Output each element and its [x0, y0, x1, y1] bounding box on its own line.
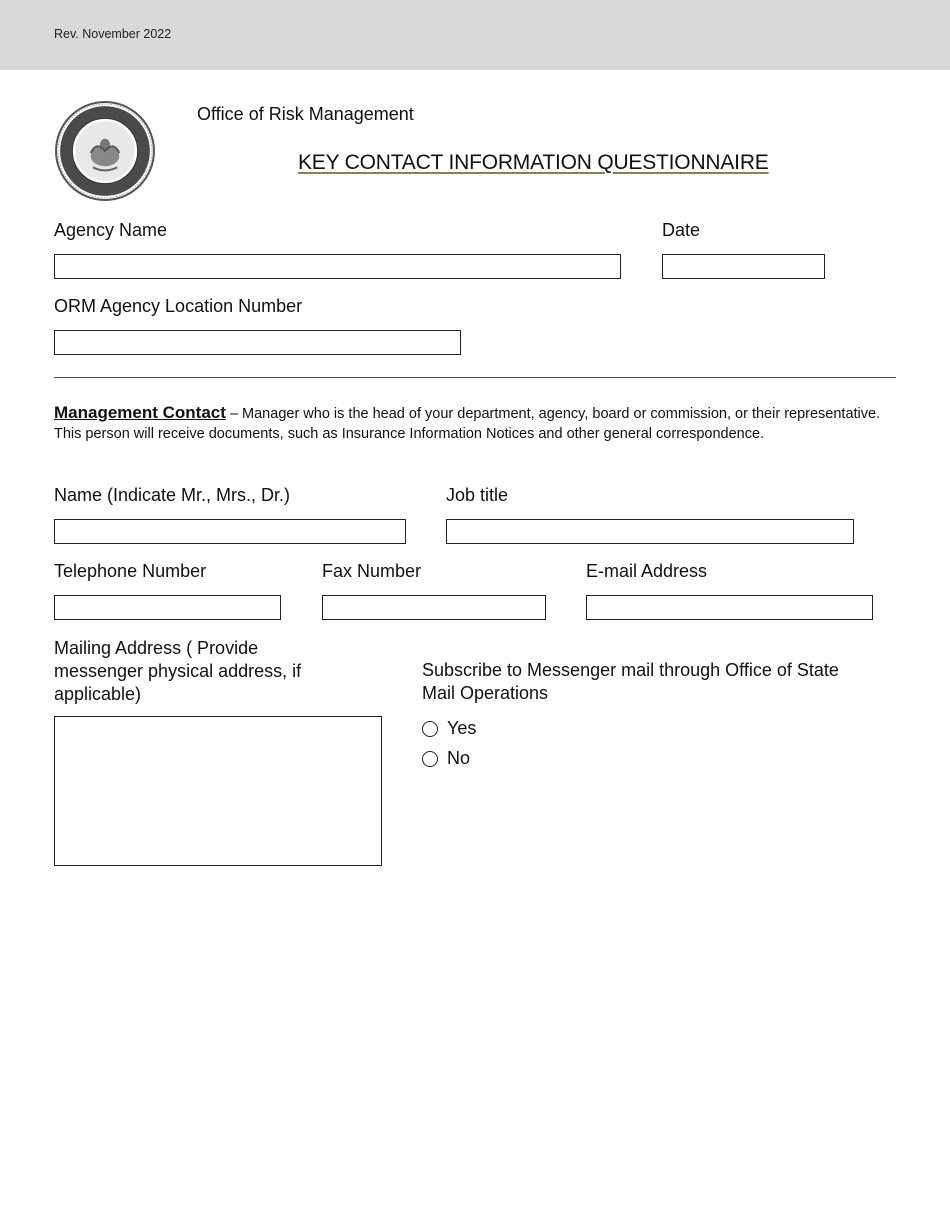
name-input[interactable] [54, 519, 406, 544]
location-number-input[interactable] [54, 330, 461, 355]
telephone-input[interactable] [54, 595, 281, 620]
management-contact-heading: Management Contact [54, 403, 226, 422]
date-label: Date [662, 220, 701, 240]
email-label: E-mail Address [586, 561, 708, 581]
organization-name: Office of Risk Management [197, 104, 414, 124]
mailing-address-label [54, 637, 301, 706]
yes-radio[interactable] [422, 721, 438, 737]
messenger-no-option[interactable] [422, 748, 470, 769]
form-title: KEY CONTACT INFORMATION QUESTIONNAIRE [298, 151, 769, 174]
yes-label: Yes [447, 718, 477, 738]
no-radio[interactable] [422, 751, 438, 767]
job-title-input[interactable] [446, 519, 854, 544]
management-contact-text: – Manager who is the head of your department, agency, board or commission, or their representative. This person will receive documents, such as Insurance Information Notices and other general correspondence. [54, 406, 881, 442]
mailing-address-label-line3: applicable) [54, 684, 142, 704]
mailing-address-label-line1: Mailing Address ( Provide [54, 638, 259, 658]
fax-input[interactable] [322, 595, 546, 620]
date-input[interactable] [662, 254, 825, 279]
mailing-address-label-line2: messenger physical address, if [54, 661, 302, 681]
messenger-yes-option[interactable] [422, 718, 476, 739]
location-number-label: ORM Agency Location Number [54, 296, 303, 316]
management-contact-description [54, 403, 896, 444]
messenger-question-line1: Subscribe to Messenger mail through Office of State [422, 660, 839, 680]
header-band [0, 0, 950, 70]
email-input[interactable] [586, 595, 873, 620]
telephone-label: Telephone Number [54, 561, 207, 581]
no-label: No [447, 748, 471, 768]
mailing-address-input[interactable] [54, 716, 382, 866]
revision-date: Rev. November 2022 [54, 27, 172, 41]
louisiana-seal-icon [54, 100, 156, 202]
fax-label: Fax Number [322, 561, 422, 581]
agency-name-label: Agency Name [54, 220, 168, 240]
agency-name-input[interactable] [54, 254, 621, 279]
job-title-label: Job title [446, 485, 509, 505]
name-label: Name (Indicate Mr., Mrs., Dr.) [54, 485, 291, 505]
section-divider [54, 377, 896, 378]
messenger-question-line2: Mail Operations [422, 683, 549, 703]
messenger-question [422, 659, 839, 705]
